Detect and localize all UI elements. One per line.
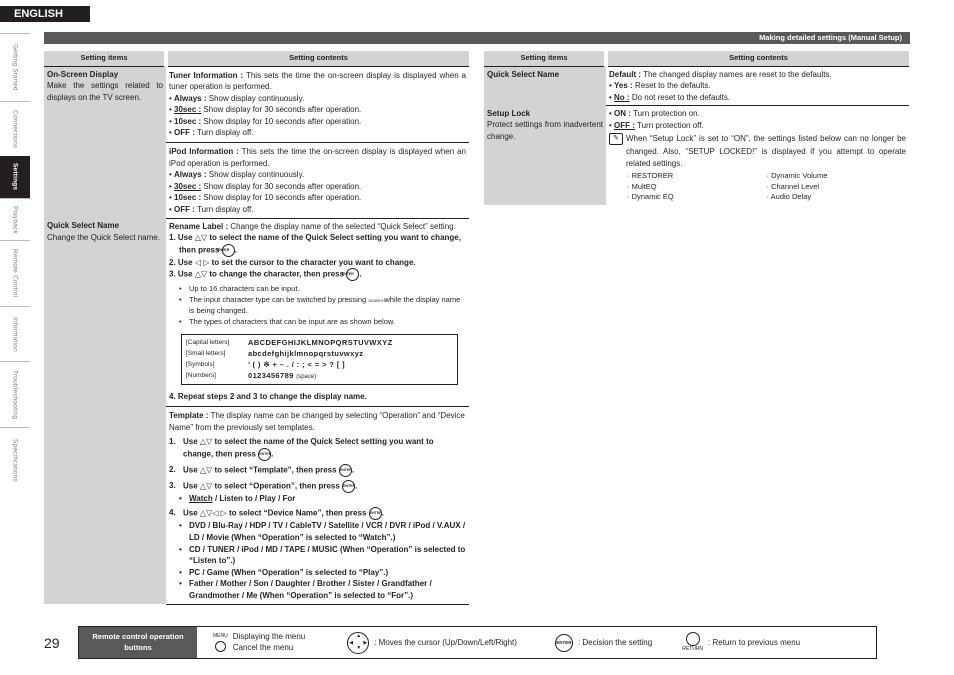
footer-label: Remote control operation buttons [79, 627, 197, 658]
template-step-4: 4. Use △▽◁ ▷ to select “Device Name”, then press ENTER. [169, 507, 466, 520]
menu-button-icon: MENU [213, 633, 228, 652]
enter-button-icon: ENTER [342, 480, 355, 493]
template-section: Template : The display name can be changed by selecting “Operation” and “Device Name” from the previously set templates. [169, 411, 465, 432]
tab-settings[interactable]: Settings [0, 156, 30, 198]
tab-troubleshooting[interactable]: Troubleshooting [0, 361, 30, 427]
language-tag: ENGLISH [0, 6, 90, 22]
option-10sec: • 10sec : Show display for 10 seconds after operation. [169, 116, 362, 126]
rename-notes: • Up to 16 characters can be input. • The input character type can be switched by pressing SEARCH while the display name is being changed. • The types of characters that can be input are as shown below. [169, 284, 466, 328]
option-always: • Always : Show display continuously. [169, 170, 305, 180]
header-setting-contents: Setting contents [166, 51, 469, 66]
device-options-play: • PC / Game (When “Operation” is selected to “Play”.) [169, 567, 466, 579]
enter-button-legend: ENTER : Decision the setting [555, 634, 652, 652]
cursor-button-legend: ▲ ▼ ◀ ▶ : Moves the cursor (Up/Down/Left/Right) [347, 632, 517, 654]
osd-contents [166, 66, 469, 218]
tab-playback[interactable]: Playback [0, 198, 30, 240]
up-down-icon: △▽ [199, 437, 213, 447]
rename-step-4: 4. Repeat steps 2 and 3 to change the display name. [169, 392, 367, 402]
cursor-pad-icon: ▲ ▼ ◀ ▶ [347, 632, 369, 654]
settings-table-right [484, 51, 909, 205]
quick-select-name-reset-contents: Default : The changed display names are reset to the defaults. • Yes : Reset to the defaults. • No : Do not reset to the defaults. [606, 66, 909, 106]
tuner-info-section: Tuner Information : This sets the time the on-screen display is displayed when a tuner operation is performed. [169, 70, 467, 92]
tab-specifications[interactable]: Specifications [0, 427, 30, 493]
cursor-arrows-icon: △▽◁ ▷ [199, 508, 227, 518]
up-down-icon: △▽ [199, 465, 213, 475]
search-button-icon: SEARCH [368, 297, 385, 303]
enter-button-icon: ENTER [369, 507, 382, 520]
up-down-icon: △▽ [194, 233, 208, 243]
page-number: 29 [44, 635, 60, 651]
settings-table-left [44, 51, 469, 605]
enter-button-icon: ENTER [339, 464, 352, 477]
enter-button-icon: ENTER [222, 244, 235, 257]
rename-step-1: 1. Use △▽ to select the name of the Quick Select setting you want to change, then press ENTER . [169, 232, 466, 257]
header-setting-contents: Setting contents [606, 51, 909, 66]
header-setting-items: Setting items [484, 51, 606, 66]
rename-step-3: 3. Use △▽ to change the character, then press ENTER . [169, 268, 466, 281]
quick-select-name-item: Quick Select Name [484, 66, 606, 106]
device-options-watch: • DVD / Blu-Ray / HDP / TV / CableTV / Satellite / VCR / DVR / iPod / V.AUX / LD / Movie (When “Operation” is selected to “Watch”.) [169, 520, 466, 543]
table-row [484, 106, 909, 205]
tab-getting-started[interactable]: Getting Started [0, 33, 30, 101]
quick-select-name-item: Quick Select Name Change the Quick Select name. [44, 218, 166, 604]
template-step-1: 1. Use △▽ to select the name of the Quick Select setting you want to change, then press ENTER. [169, 436, 466, 461]
option-always: • Always : Show display continuously. [169, 93, 305, 103]
option-off: • OFF : Turn display off. [169, 128, 254, 138]
device-options-listen: • CD / TUNER / iPod / MD / TAPE / MUSIC (When “Operation” is selected to “Listen to”.) [169, 544, 466, 567]
device-options-for: • Father / Mother / Son / Daughter / Brother / Sister / Grandfather / Grandmother / Me (When “Operation” is selected to “For”.) [169, 578, 466, 601]
up-down-icon: △▽ [199, 481, 213, 491]
enter-button-icon: ENTER [555, 634, 573, 652]
rename-label-section: Rename Label : Change the display name of the selected “Quick Select” setting. [169, 221, 456, 231]
option-30sec: • 30sec : Show display for 30 seconds after operation. [169, 181, 362, 191]
up-down-icon: △▽ [194, 270, 208, 280]
setup-lock-contents: • ON : Turn protection on. • OFF : Turn protection off. ✎ When “Setup Lock” is set to “ON”, the settings listed below can no longer be changed. Also, “SETUP LOCKED!” is displayed if you attempt to operate related settings. · RESTORER · Dynamic Volume · MultEQ · Channel Level · Dynamic EQ · Audio Delay [609, 109, 906, 202]
rename-step-2: 2. Use ◁ ▷ to set the cursor to the character you want to change. [169, 257, 416, 267]
setup-lock-note: ✎ When “Setup Lock” is set to “ON”, the settings listed below can no longer be changed. Also, “SETUP LOCKED!” is displayed if you attempt to operate related settings. [609, 133, 906, 170]
option-10sec: • 10sec : Show display for 10 seconds after operation. [169, 193, 362, 203]
locked-settings-list: · RESTORER · Dynamic Volume · MultEQ · Channel Level · Dynamic EQ · Audio Delay [627, 170, 828, 202]
return-button-icon: RETURN [682, 631, 703, 653]
left-right-icon: ◁ ▷ [194, 257, 210, 267]
character-types-box: [Capital letters] ABCDEFGHIJKLMNOPQRSTUVWXYZ [Small letters] abcdefghijklmnopqrstuvwxyz [Symbols] ’ ( ) ※ + – . / : ; < = > ? [ ] [Numbers] 0123456789 (space) [181, 334, 458, 386]
quick-select-name-contents [166, 218, 469, 604]
remote-buttons-footer [78, 626, 877, 659]
osd-item: On-Screen Display Make the settings related to displays on the TV screen. [44, 66, 166, 218]
table-row [44, 66, 469, 218]
return-button-legend: RETURN : Return to previous menu [682, 631, 800, 653]
enter-button-icon: ENTER [258, 448, 271, 461]
table-row [484, 66, 909, 106]
operation-options: • Watch / Listen to / Play / For [169, 493, 466, 505]
template-step-3: 3. Use △▽ to select “Operation”, then press ENTER. [169, 480, 466, 493]
option-30sec: • 30sec : Show display for 30 seconds after operation. [169, 105, 362, 115]
note-pencil-icon: ✎ [609, 133, 623, 145]
tab-connections[interactable]: Connections [0, 101, 30, 156]
menu-button-legend: MENU Displaying the menu Cancel the menu [213, 632, 306, 652]
ipod-info-section: iPod Information : This sets the time the on-screen display is displayed when an iPod operation is performed. [169, 147, 467, 168]
table-row [44, 218, 469, 604]
option-off: • OFF : Turn display off. [169, 205, 254, 215]
setup-lock-item: Setup Lock Protect settings from inadvertent change. [484, 106, 606, 205]
header-setting-items: Setting items [44, 51, 166, 66]
section-title-bar: Making detailed settings (Manual Setup) [44, 32, 910, 44]
tab-remote-control[interactable]: Remote Control [0, 240, 30, 306]
tab-information[interactable]: Information [0, 306, 30, 361]
template-step-2: 2. Use △▽ to select “Template”, then press ENTER. [169, 464, 466, 477]
enter-button-icon: ENTER [346, 268, 359, 281]
